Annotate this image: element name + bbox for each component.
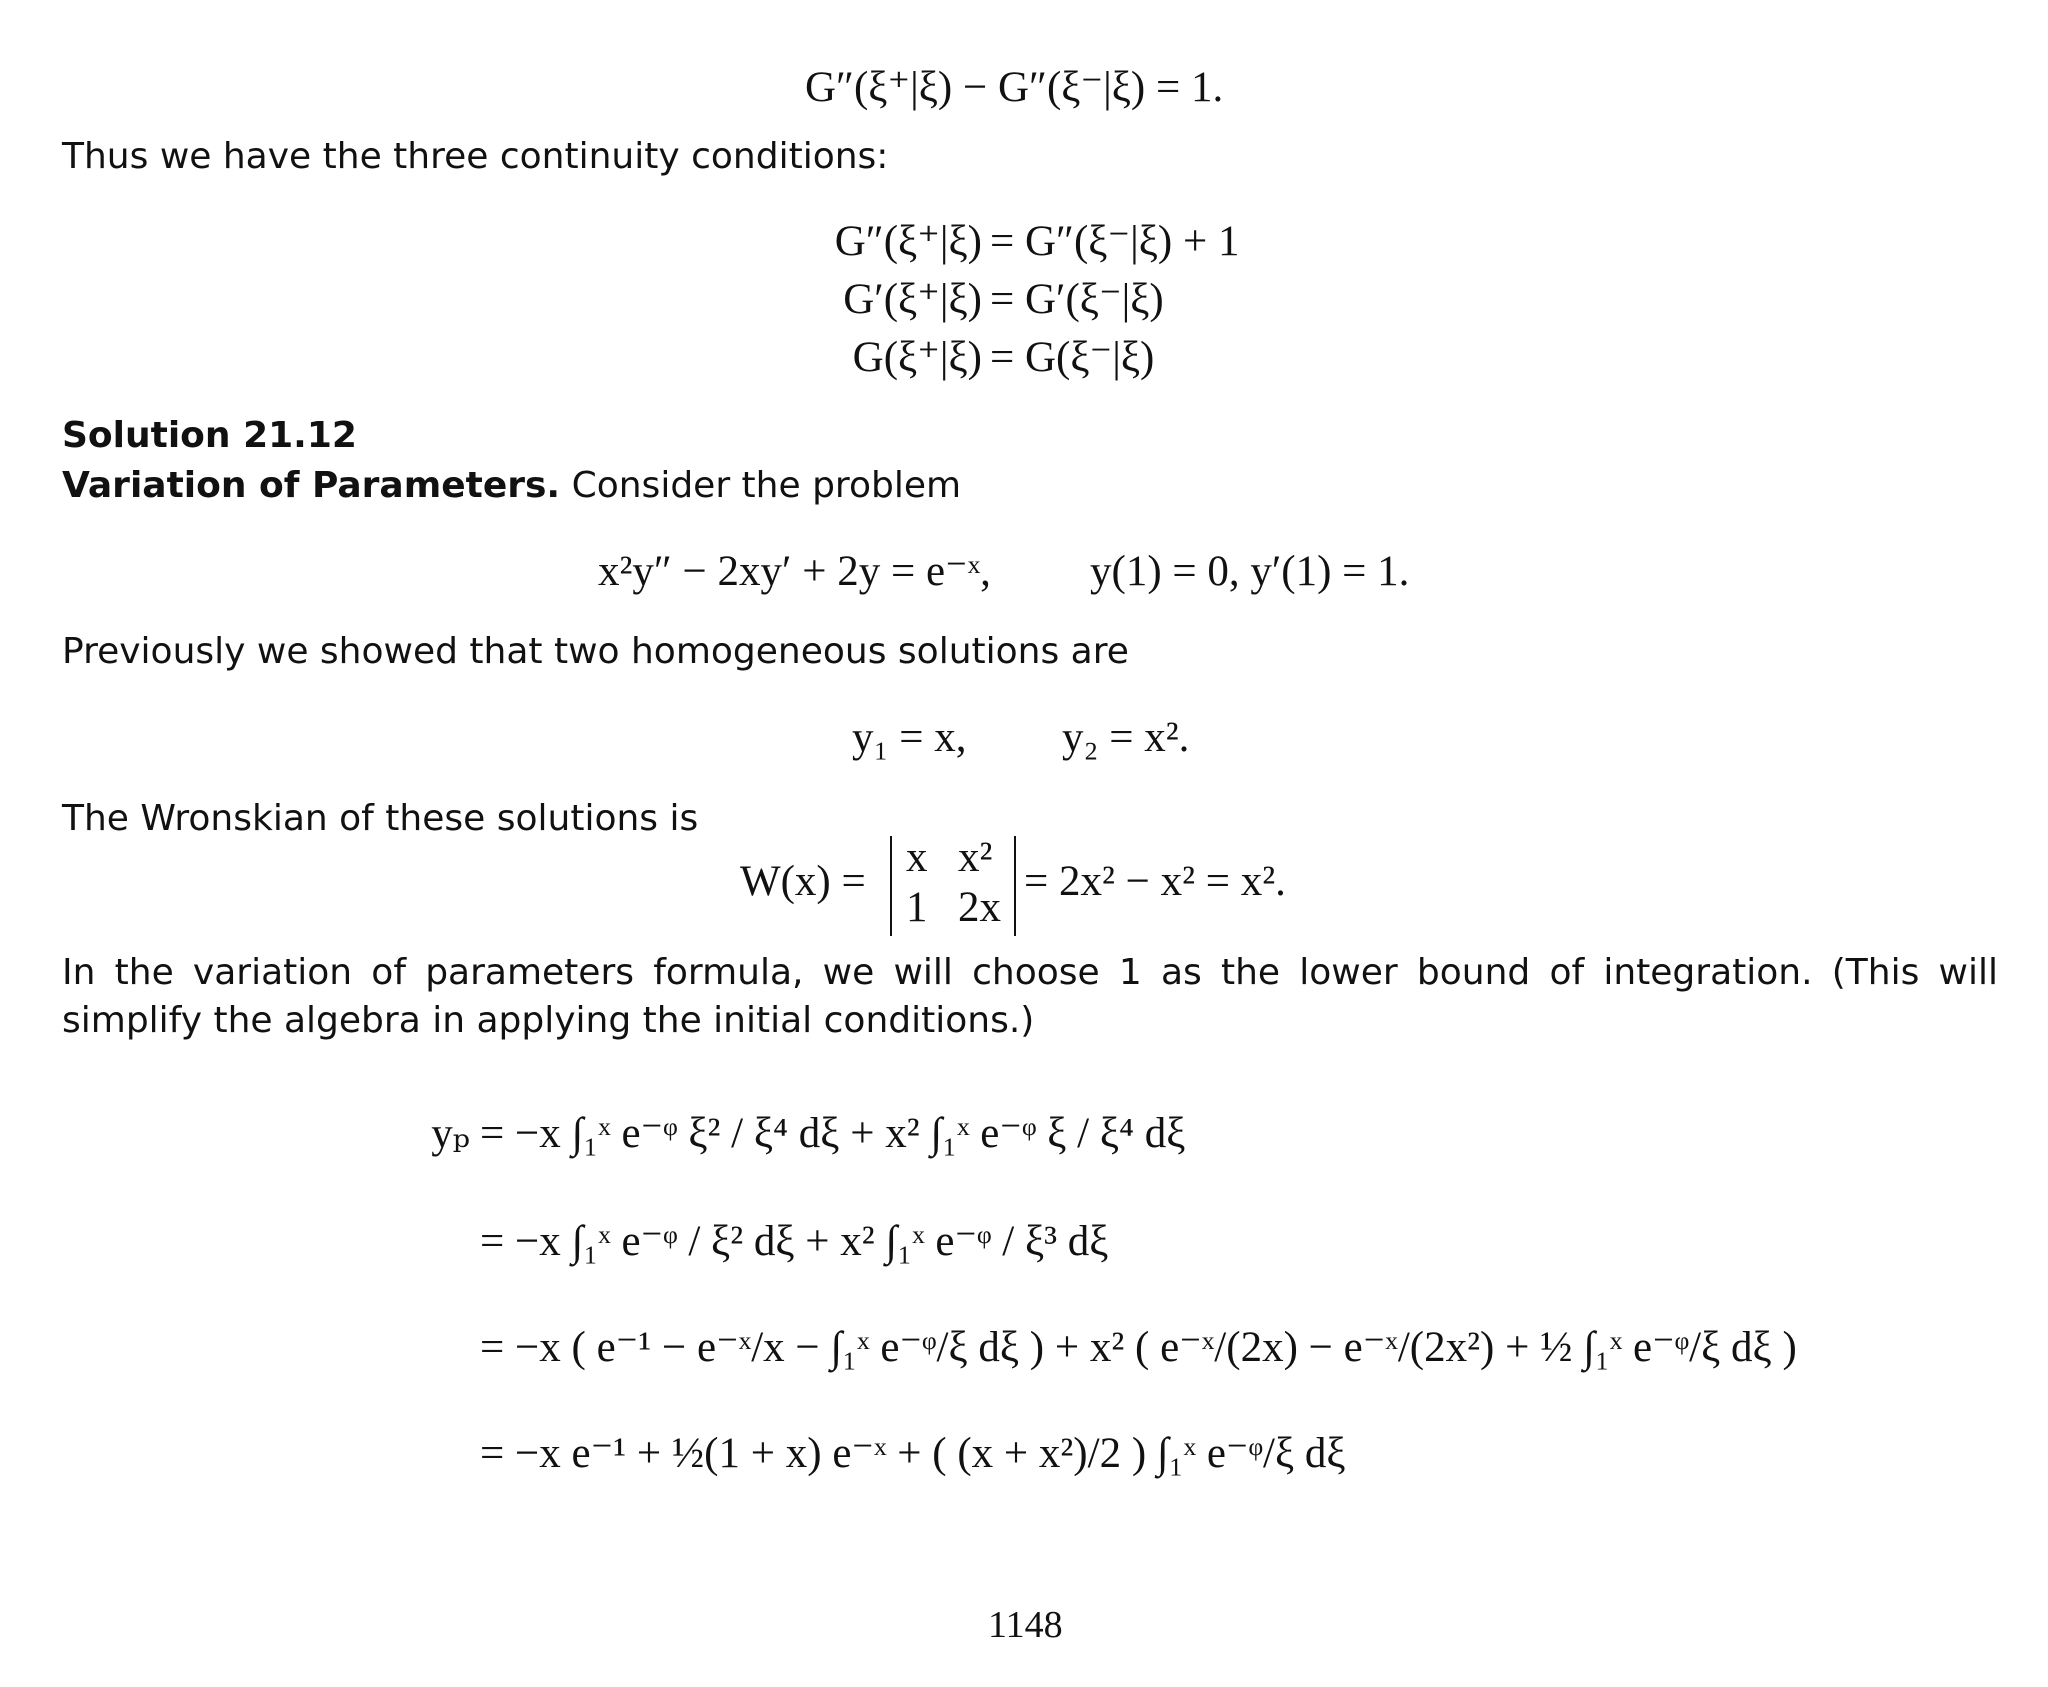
equation-y2: y₂ = x². bbox=[1062, 714, 1190, 761]
paragraph-continuity-intro: Thus we have the three continuity conditions: bbox=[62, 136, 889, 177]
paragraph-wronskian: The Wronskian of these solutions is bbox=[62, 798, 699, 839]
paragraph-vop-intro bbox=[62, 462, 961, 510]
yp-lhs: yₚ bbox=[431, 1110, 470, 1157]
wronskian-rhs: = 2x² − x² = x². bbox=[1024, 858, 1286, 905]
wronskian-lhs: W(x) = bbox=[740, 858, 866, 905]
wronskian-m11: x bbox=[906, 834, 928, 881]
continuity-rhs-3: = G(ξ⁻|ξ) bbox=[990, 334, 1155, 381]
page-number: 1148 bbox=[988, 1604, 1063, 1646]
vop-intro-text: Consider the problem bbox=[571, 465, 962, 506]
wronskian-determinant bbox=[890, 836, 1016, 936]
equation-ode: x²y″ − 2xy′ + 2y = e⁻ˣ, bbox=[598, 548, 991, 595]
wronskian-m12: x² bbox=[958, 834, 993, 881]
continuity-rhs-2: = G′(ξ⁻|ξ) bbox=[990, 276, 1164, 323]
vop-heading: Variation of Parameters. bbox=[62, 465, 561, 506]
continuity-lhs-1: G″(ξ⁺|ξ) bbox=[834, 218, 982, 265]
continuity-rhs-1: = G″(ξ⁻|ξ) + 1 bbox=[990, 218, 1240, 265]
equation-jump-condition: G″(ξ⁺|ξ) − G″(ξ⁻|ξ) = 1. bbox=[805, 64, 1224, 111]
continuity-lhs-3: G(ξ⁺|ξ) bbox=[852, 334, 982, 381]
equation-initial-conditions: y(1) = 0, y′(1) = 1. bbox=[1090, 548, 1410, 595]
yp-line-2: = −x ∫₁ˣ e⁻ᵠ / ξ² dξ + x² ∫₁ˣ e⁻ᵠ / ξ³ dξ bbox=[480, 1218, 1109, 1265]
wronskian-m22: 2x bbox=[958, 884, 1001, 931]
solution-heading: Solution 21.12 bbox=[62, 415, 357, 456]
yp-line-1: = −x ∫₁ˣ e⁻ᵠ ξ² / ξ⁴ dξ + x² ∫₁ˣ e⁻ᵠ ξ / ξ⁴ dξ bbox=[480, 1110, 1186, 1157]
yp-line-4: = −x e⁻¹ + ½(1 + x) e⁻ˣ + ( (x + x²)/2 ) ∫₁ˣ e⁻ᵠ/ξ dξ bbox=[480, 1430, 1346, 1477]
equation-y1: y₁ = x, bbox=[852, 714, 967, 761]
paragraph-homogeneous: Previously we showed that two homogeneous solutions are bbox=[62, 631, 1129, 672]
paragraph-vop-formula: In the variation of parameters formula, we will choose 1 as the lower bound of integration. (This will simplify the algebra in applying the initial conditions.) bbox=[62, 952, 1998, 1041]
wronskian-m21: 1 bbox=[906, 884, 928, 931]
continuity-lhs-2: G′(ξ⁺|ξ) bbox=[843, 276, 982, 323]
yp-line-3: = −x ( e⁻¹ − e⁻ˣ/x − ∫₁ˣ e⁻ᵠ/ξ dξ ) + x² ( e⁻ˣ/(2x) − e⁻ˣ/(2x²) + ½ ∫₁ˣ e⁻ᵠ/ξ dξ ) bbox=[480, 1324, 1797, 1371]
